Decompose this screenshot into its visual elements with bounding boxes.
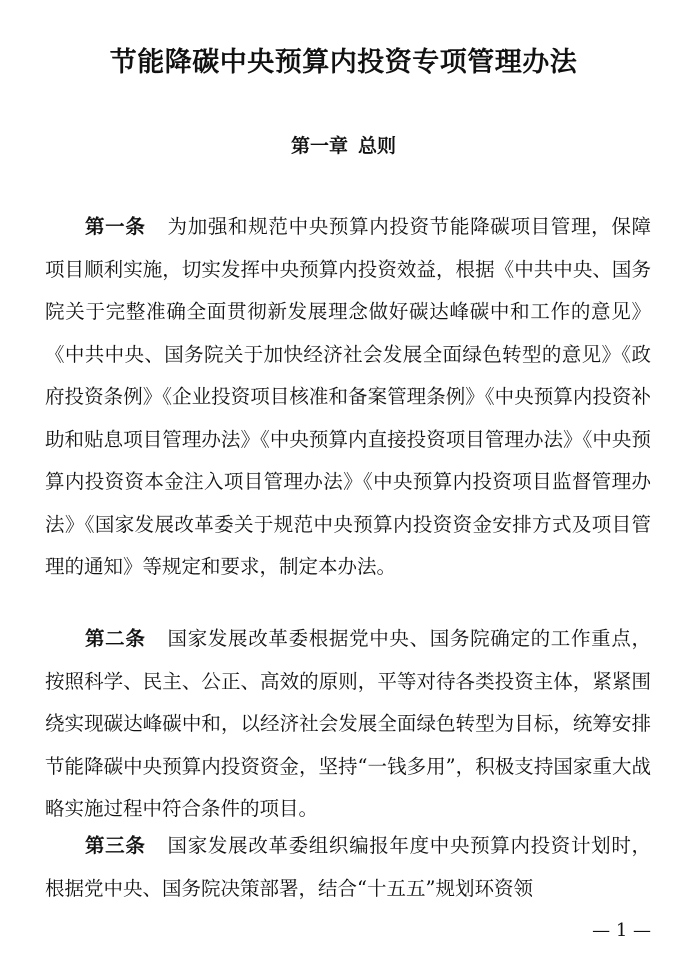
article-3 [45,825,651,910]
article-3-label: 第三条 [85,834,146,857]
chapter-name: 总则 [358,135,397,157]
article-1-label: 第一条 [85,215,146,238]
chapter-number: 第一章 [290,135,348,157]
page-number: — 1 — [592,920,651,941]
article-1 [45,206,651,589]
article-2 [45,618,651,831]
chapter-heading [0,131,687,158]
article-2-label: 第二条 [85,627,146,650]
article-2-text: 国家发展改革委根据党中央、国务院确定的工作重点，按照科学、民主、公正、高效的原则，平等对待各类投资主体，紧紧围绕实现碳达峰碳中和，以经济社会发展全面绿色转型为目标，统筹安排节能降碳中央预算内投资资金，坚持“一钱多用”，积极支持国家重大战略实施过程中符合条件的项目。 [45,627,651,820]
article-3-text: 国家发展改革委组织编报年度中央预算内投资计划时，根据党中央、国务院决策部署，结合“十五五”规划环资领 [45,834,651,900]
article-1-text: 为加强和规范中央预算内投资节能降碳项目管理，保障项目顺利实施，切实发挥中央预算内投资效益，根据《中共中央、国务院关于完整准确全面贯彻新发展理念做好碳达峰碳中和工作的意见》《中共中央、国务院关于加快经济社会发展全面绿色转型的意见》《政府投资条例》《企业投资项目核准和备案管理条例》《中央预算内投资补助和贴息项目管理办法》《中央预算内直接投资项目管理办法》《中央预算内投资资本金注入项目管理办法》《中央预算内投资项目监督管理办法》《国家发展改革委关于规范中央预算内投资资金安排方式及项目管理的通知》等规定和要求，制定本办法。 [45,215,651,578]
document-title: 节能降碳中央预算内投资专项管理办法 [109,47,578,78]
